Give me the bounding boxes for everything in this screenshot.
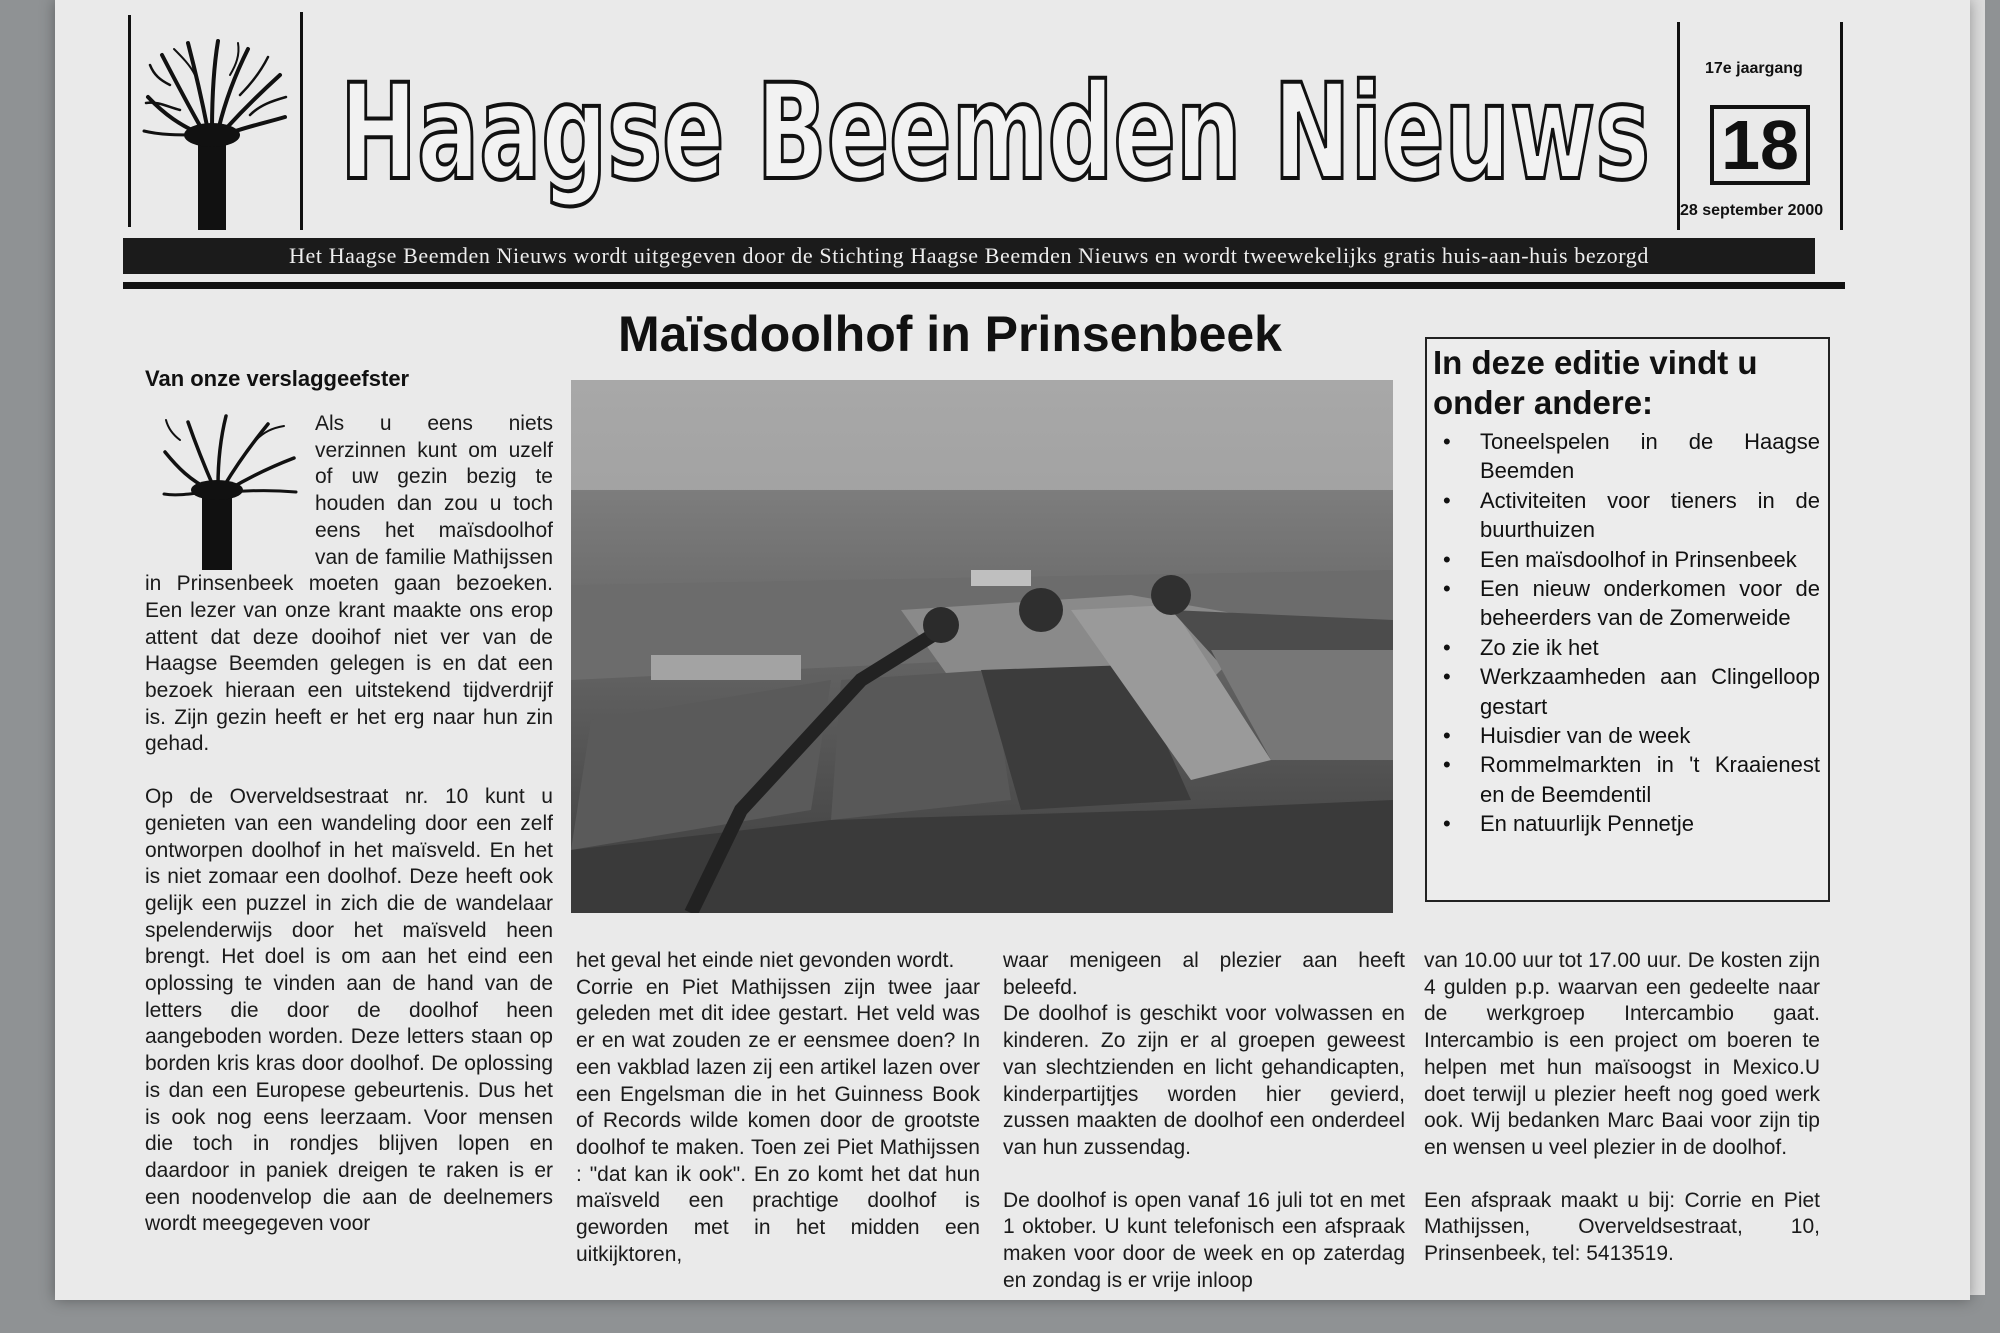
article-col3-continuation: waar menigeen al plezier aan heeft beleefd. (1003, 949, 1405, 999)
contents-item: • Werkzaamheden aan Clingelloop gestart (1435, 662, 1820, 721)
article-column-1 (145, 411, 553, 1238)
article-col2-body: Corrie en Piet Mathijssen zijn twee jaar geleden met dit idee gestart. Het veld was er en wat zouden ze er eensmee doen? In een vakblad lazen zij een artikel lazen over een Engelsman die in het Guinness Book of Records wilde komen door de grootste doolhof te maken. Toen zei Piet Mathijssen : "dat kan ik ook". En zo komt het dat hun maïsveld een prachtige doolhof is geworden met in het midden een uitkijktoren, (576, 975, 980, 1266)
issue-date: 28 september 2000 (1680, 202, 1824, 219)
banner-rule (123, 282, 1845, 289)
article-headline: Maïsdoolhof in Prinsenbeek (618, 306, 1282, 362)
aerial-cornfield-maze-photo (571, 380, 1393, 913)
publisher-banner: Het Haagse Beemden Nieuws wordt uitgegeven door de Stichting Haagse Beemden Nieuws en wordt tweewekelijks gratis huis-aan-huis bezorgd (123, 238, 1815, 274)
contents-title: In deze editie vindt u onder andere: (1433, 344, 1758, 421)
masthead-left-rule (128, 15, 131, 227)
masthead-right-divider (1677, 22, 1680, 230)
contents-box (1425, 337, 1830, 902)
article-column-3 (1003, 948, 1405, 1294)
article-byline: Van onze verslaggeefster (145, 366, 410, 391)
volume-label: 17e jaargang (1705, 60, 1803, 77)
article-col1-body: Op de Overveldsestraat nr. 10 kunt u genieten van een wandeling door een zelf ontworpen doolhof in het maïsveld. En het is niet zomaar een doolhof. Deze heeft ook gelijk een puzzel in zich die de wandelaar spelenderwijs door het maïsveld heen brengt. Het doel is om aan het eind een oplossing te vinden aan de hand van de letters die door de doolhof heen aangeboden worden. Deze letters staan op borden kris kras door doolhof. De oplossing is dan een Europese gebeurtenis. Dus het is ook nog eens leerzaam. Voor mensen die toch in rondjes blijven lopen en daardoor in paniek dreigen te raken is er een noodenvelop die aan de deelnemers wordt meegegeven voor (145, 785, 553, 1236)
masthead-right-rule (1840, 22, 1843, 230)
contents-item: • Zo zie ik het (1435, 633, 1820, 662)
article-col1-intro: Als u eens niets verzinnen kunt om uzelf of uw gezin bezig te houden dan zou u toch eens het maïsdoolhof van de familie Mathijssen in Prinsenbeek moeten gaan bezoeken. Een lezer van onze krant maakte ons erop attent dat deze dooihof niet ver van de Haagse Beemden gelegen is en dat een bezoek hieraan een uitstekend tijdverdrijf is. Zijn gezin heeft er het erg naar hun zin gehad. (145, 412, 553, 756)
pollard-willow-logo-icon (140, 35, 290, 230)
article-col3-body: De doolhof is geschikt voor volwassen en kinderen. Zo zijn er al groepen geweest van slechtzienden en licht gehandicapten, kinderpartijtjes worden hier gevierd, zussen maakten de doolhof een onderdeel van hun zussendag. (1003, 1002, 1405, 1159)
article-col4-body: van 10.00 uur tot 17.00 uur. De kosten zijn 4 gulden p.p. waarvan een gedeelte naar de werkgroep Intercambio gaat. Intercambio is een project om boeren te helpen met hun maïsoogst in Mexico.U doet terwijl u plezier heeft nog goed werk ook. Wij bedanken Marc Baai voor zijn tip en wensen u veel plezier in de doolhof. (1424, 949, 1820, 1159)
contents-item: • En natuurlijk Pennetje (1435, 809, 1820, 838)
masthead-logo-divider (300, 12, 303, 230)
contents-list (1435, 427, 1820, 839)
contents-item: • Toneelspelen in de Haagse Beemden (1435, 427, 1820, 486)
contents-item: • Een maïsdoolhof in Prinsenbeek (1435, 545, 1820, 574)
logo-float-spacer (145, 411, 315, 571)
contents-item: • Een nieuw onderkomen voor de beheerders van de Zomerweide (1435, 574, 1820, 633)
article-col3-opening-hours: De doolhof is open vanaf 16 juli tot en met 1 oktober. U kunt telefonisch een afspraak maken voor door de week en op zaterdag en zondag is er vrije inloop (1003, 1188, 1405, 1292)
masthead-title-text: Haagse Beemden Nieuws (340, 56, 1650, 210)
article-col4-contact: Een afspraak maakt u bij: Corrie en Piet Mathijssen, Overveldsestraat, 10, Prinsenbeek, tel: 5413519. (1424, 1188, 1820, 1266)
article-column-2 (576, 948, 980, 1268)
contents-item: • Activiteiten voor tieners in de buurthuizen (1435, 486, 1820, 545)
contents-item: • Huisdier van de week (1435, 721, 1820, 750)
article-column-4 (1424, 948, 1820, 1268)
masthead-title (330, 50, 1660, 210)
article-col2-continuation: het geval het einde niet gevonden wordt. (576, 949, 955, 972)
contents-item: • Rommelmarkten in 't Kraaienest en de Beemdentil (1435, 750, 1820, 809)
issue-number: 18 (1710, 105, 1810, 185)
